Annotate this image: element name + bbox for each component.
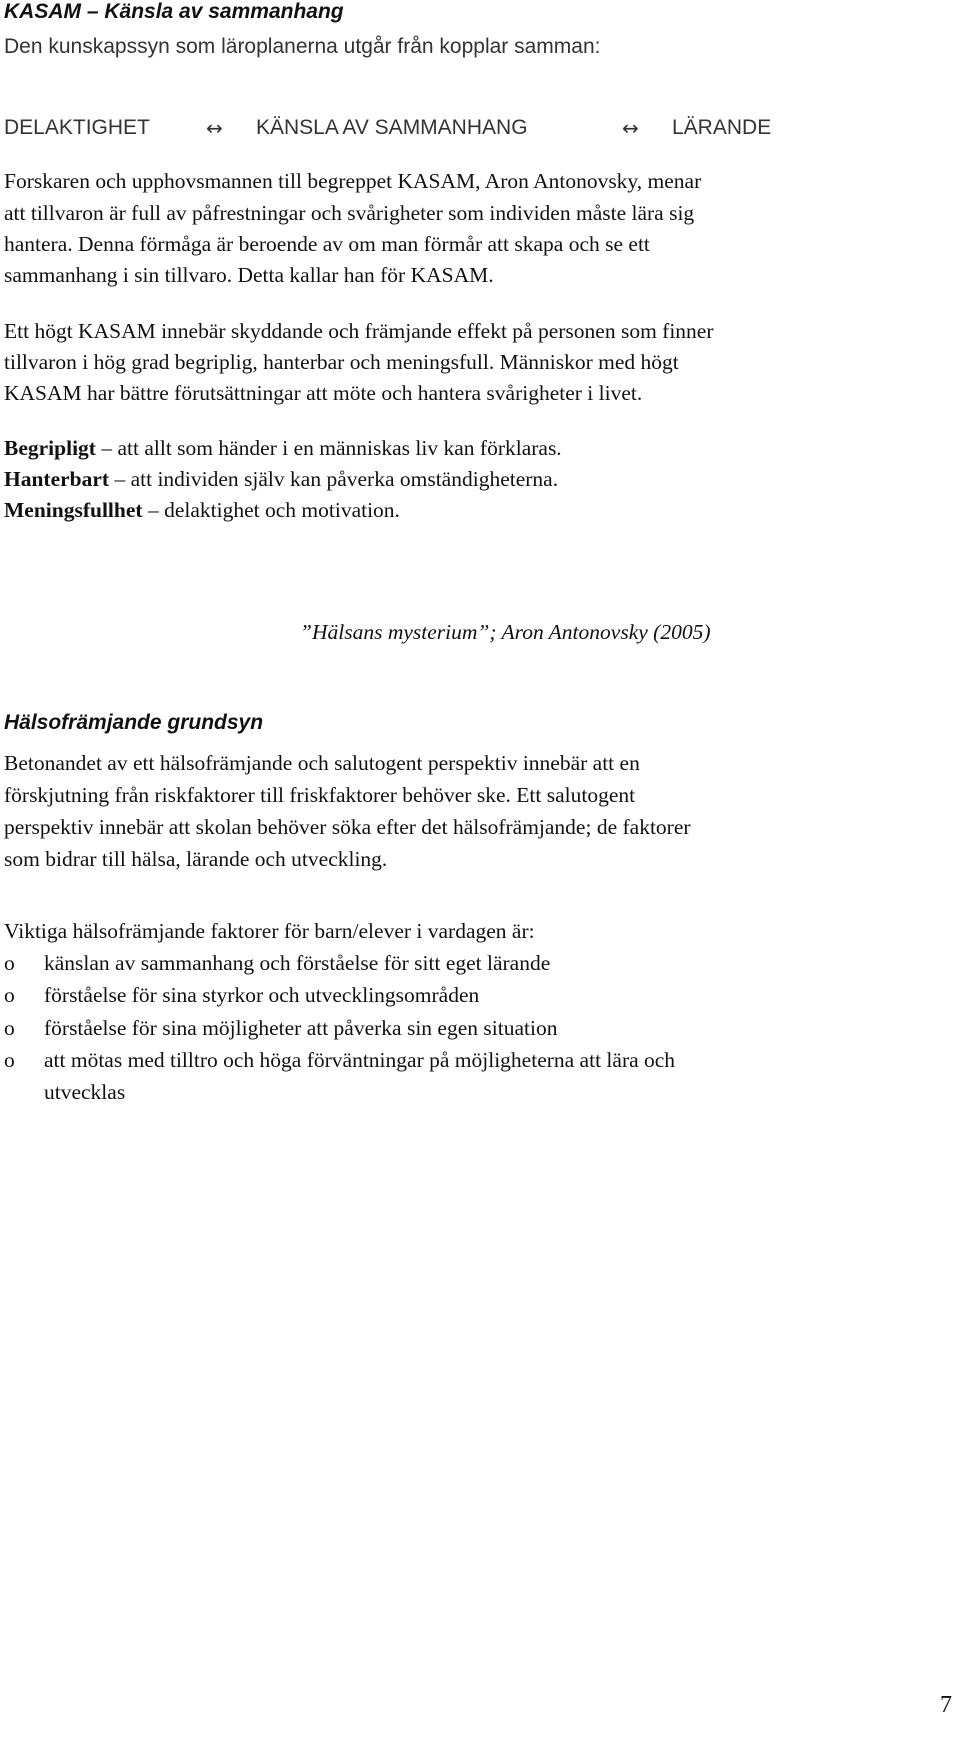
definition-hanterbart bbox=[4, 464, 558, 494]
section-title-kasam: KASAM – Känsla av sammanhang bbox=[4, 0, 344, 23]
definition-meningsfullhet bbox=[4, 495, 400, 525]
page-number: 7 bbox=[940, 1692, 952, 1718]
definition-text: att individen själv kan påverka omständigheterna. bbox=[130, 467, 559, 491]
paragraph-line: hantera. Denna förmåga är beroende av om man förmår att skapa och se ett bbox=[4, 232, 650, 256]
list-item: förståelse för sina möjligheter att påverka sin egen situation bbox=[44, 1016, 558, 1040]
definition-term: Hanterbart bbox=[4, 467, 110, 491]
bullet-marker: o bbox=[4, 983, 15, 1007]
list-item-continuation: utvecklas bbox=[44, 1080, 126, 1104]
definition-dash: – bbox=[147, 498, 159, 522]
list-intro: Viktiga hälsofrämjande faktorer för barn/elever i vardagen är: bbox=[4, 919, 535, 943]
definition-term: Meningsfullhet bbox=[4, 498, 143, 522]
intro-text: Den kunskapssyn som läroplanerna utgår från kopplar samman: bbox=[4, 35, 601, 58]
paragraph-line: förskjutning från riskfaktorer till friskfaktorer behöver ske. Ett salutogent bbox=[4, 783, 636, 807]
paragraph-line: sammanhang i sin tillvaro. Detta kallar han för KASAM. bbox=[4, 263, 494, 287]
list-item: förståelse för sina styrkor och utvecklingsområden bbox=[44, 983, 480, 1007]
bullet-marker: o bbox=[4, 1048, 15, 1072]
bullet-marker: o bbox=[4, 1016, 15, 1040]
double-arrow-icon: ↔ bbox=[622, 116, 639, 140]
paragraph-line: som bidrar till hälsa, lärande och utveckling. bbox=[4, 847, 388, 871]
double-arrow-icon: ↔ bbox=[206, 116, 223, 140]
paragraph-line: Betonandet av ett hälsofrämjande och salutogent perspektiv innebär att en bbox=[4, 751, 640, 775]
flow-delaktighet: DELAKTIGHET bbox=[4, 116, 150, 139]
list-item: att mötas med tilltro och höga förväntningar på möjligheterna att lära och bbox=[44, 1048, 676, 1072]
definition-dash: – bbox=[114, 467, 126, 491]
definition-text: att allt som händer i en människas liv kan förklaras. bbox=[117, 436, 562, 460]
definition-term: Begripligt bbox=[4, 436, 96, 460]
paragraph-line: Forskaren och upphovsmannen till begreppet KASAM, Aron Antonovsky, menar bbox=[4, 169, 702, 193]
paragraph-line: Ett högt KASAM innebär skyddande och främjande effekt på personen som finner bbox=[4, 319, 714, 343]
list-item: känslan av sammanhang och förståelse för sitt eget lärande bbox=[44, 951, 551, 975]
bullet-marker: o bbox=[4, 951, 15, 975]
paragraph-line: att tillvaron är full av påfrestningar och svårigheter som individen måste lära sig bbox=[4, 201, 695, 225]
citation: ”Hälsans mysterium”; Aron Antonovsky (2005) bbox=[300, 620, 711, 644]
paragraph-line: perspektiv innebär att skolan behöver söka efter det hälsofrämjande; de faktorer bbox=[4, 815, 691, 839]
definition-begripligt bbox=[4, 433, 562, 463]
definition-text: delaktighet och motivation. bbox=[164, 498, 400, 522]
flow-larande: LÄRANDE bbox=[672, 116, 772, 139]
flow-kansla: KÄNSLA AV SAMMANHANG bbox=[256, 116, 528, 139]
paragraph-line: KASAM har bättre förutsättningar att möte och hantera svårigheter i livet. bbox=[4, 381, 643, 405]
paragraph-line: tillvaron i hög grad begriplig, hanterbar och meningsfull. Människor med högt bbox=[4, 350, 679, 374]
definition-dash: – bbox=[101, 436, 113, 460]
section-title-halsoframjande: Hälsofrämjande grundsyn bbox=[4, 711, 264, 734]
